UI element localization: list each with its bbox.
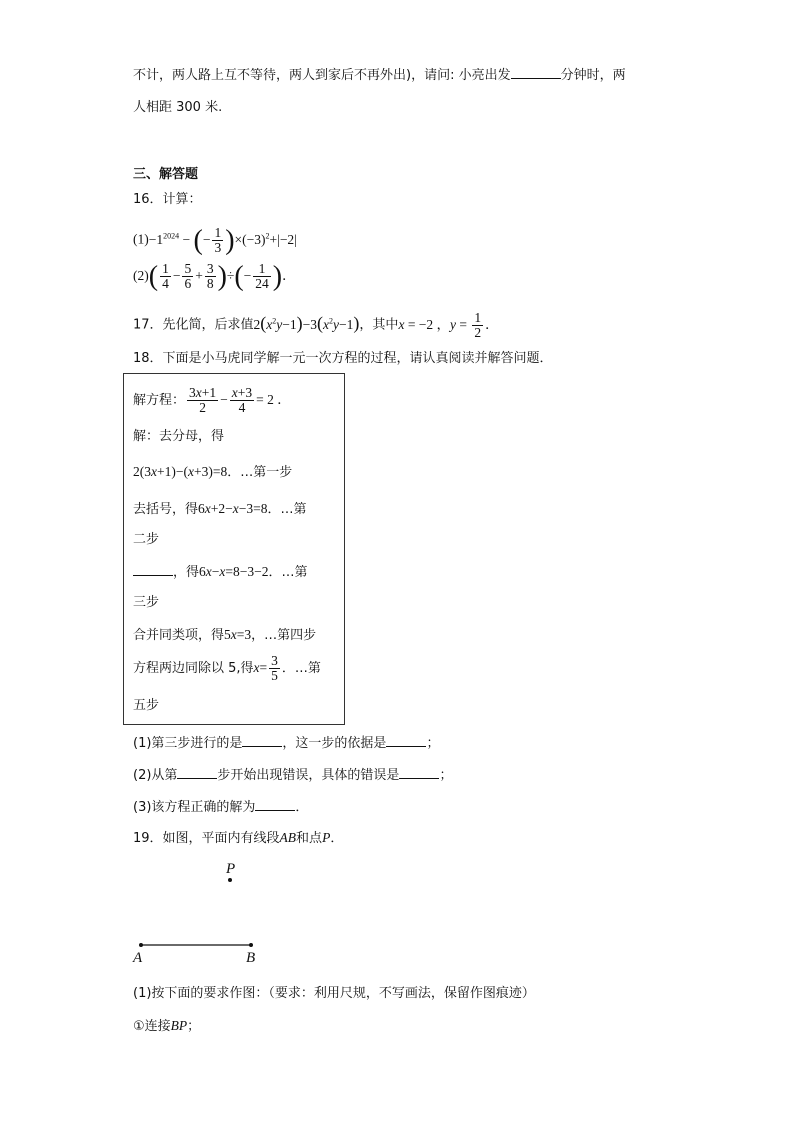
q18-sub1: (1)第三步进行的是 ，这一步的依据是 ；: [133, 736, 440, 751]
box-line-5: 二步: [133, 532, 160, 547]
intro-line-1: 不计，两人路上互不等待，两人到家后不再外出)，请问: 小亮出发 分钟时，两: [133, 68, 626, 83]
q17-given: x = −2 ，y = $\frac{1}{2}$ ．: [398, 309, 499, 340]
q19-step1: ①连接BP；: [133, 1018, 201, 1034]
q19-title: 19．如图，平面内有线段AB和点P．: [133, 830, 344, 846]
q18-sub2: (2)从第 步开始出现错误，具体的错误是 ；: [133, 768, 453, 783]
box-equation: $\frac{3x+1}{2}$ − $\frac{x+3}{4}$ = 2 ．: [189, 385, 291, 416]
box-line-1: 解方程： $\frac{3x+1}{2}$ − $\frac{x+3}{4}$ = 2 ．: [133, 385, 291, 416]
box-line-7: 三步: [133, 595, 160, 610]
q16-part1-expr: $-1^{2024}$ − (− $\frac{1}{3}$ )$\times(-3)^2+|-2|$: [148, 224, 297, 256]
label-b: B: [246, 950, 256, 966]
q16-title: 16．计算：: [133, 192, 202, 207]
point-a-dot: [139, 943, 143, 947]
q18-sub3: (3)该方程正确的解为 ．: [133, 800, 309, 815]
q16-part2-expr: ( $\frac{1}{4}$ − $\frac{5}{6}$ + $\frac{3}{8}$ )÷(− $\frac{1}{24}$ )．: [148, 260, 296, 292]
box-line-6: ，得6x−x=8−3−2．…第: [133, 563, 308, 582]
q17-expr: $2(x^2y-1)-3(x^2y-1)$: [253, 312, 360, 333]
box-line-3: 2(3x+1)−(x+3)=8．…第一步: [133, 464, 293, 480]
q17: 17．先化简，后求值$2(x^2y-1)-3(x^2y-1)$，其中x = −2 ，y = $\frac{1}{2}$ ．: [133, 309, 499, 340]
box-line-2: 解：去分母，得: [133, 429, 225, 444]
box-line-9: 方程两边同除以 5,得x= $\frac{3}{5}$ ．…第: [133, 653, 321, 684]
q16-part1-label: (1): [133, 231, 149, 247]
section-title: 三、解答题: [133, 167, 199, 182]
box-line-10: 五步: [133, 698, 160, 713]
intro-line-2: 人相距 300 米.: [133, 100, 223, 115]
label-a: A: [133, 950, 143, 966]
q18-title: 18．下面是小马虎同学解一元一次方程的过程，请认真阅读并解答问题．: [133, 351, 553, 366]
point-b-dot: [249, 943, 253, 947]
box-line-4: 去括号，得6x+2−x−3=8．…第: [133, 501, 307, 517]
point-p-dot: [228, 878, 232, 882]
box-line-8: 合并同类项，得5x=3，…第四步: [133, 627, 317, 643]
q16-part2-label: (2): [133, 268, 149, 283]
q19-part1: (1)按下面的要求作图：（要求：利用尺规，不写画法，保留作图痕迹）: [133, 986, 535, 1001]
label-p: P: [226, 861, 236, 877]
